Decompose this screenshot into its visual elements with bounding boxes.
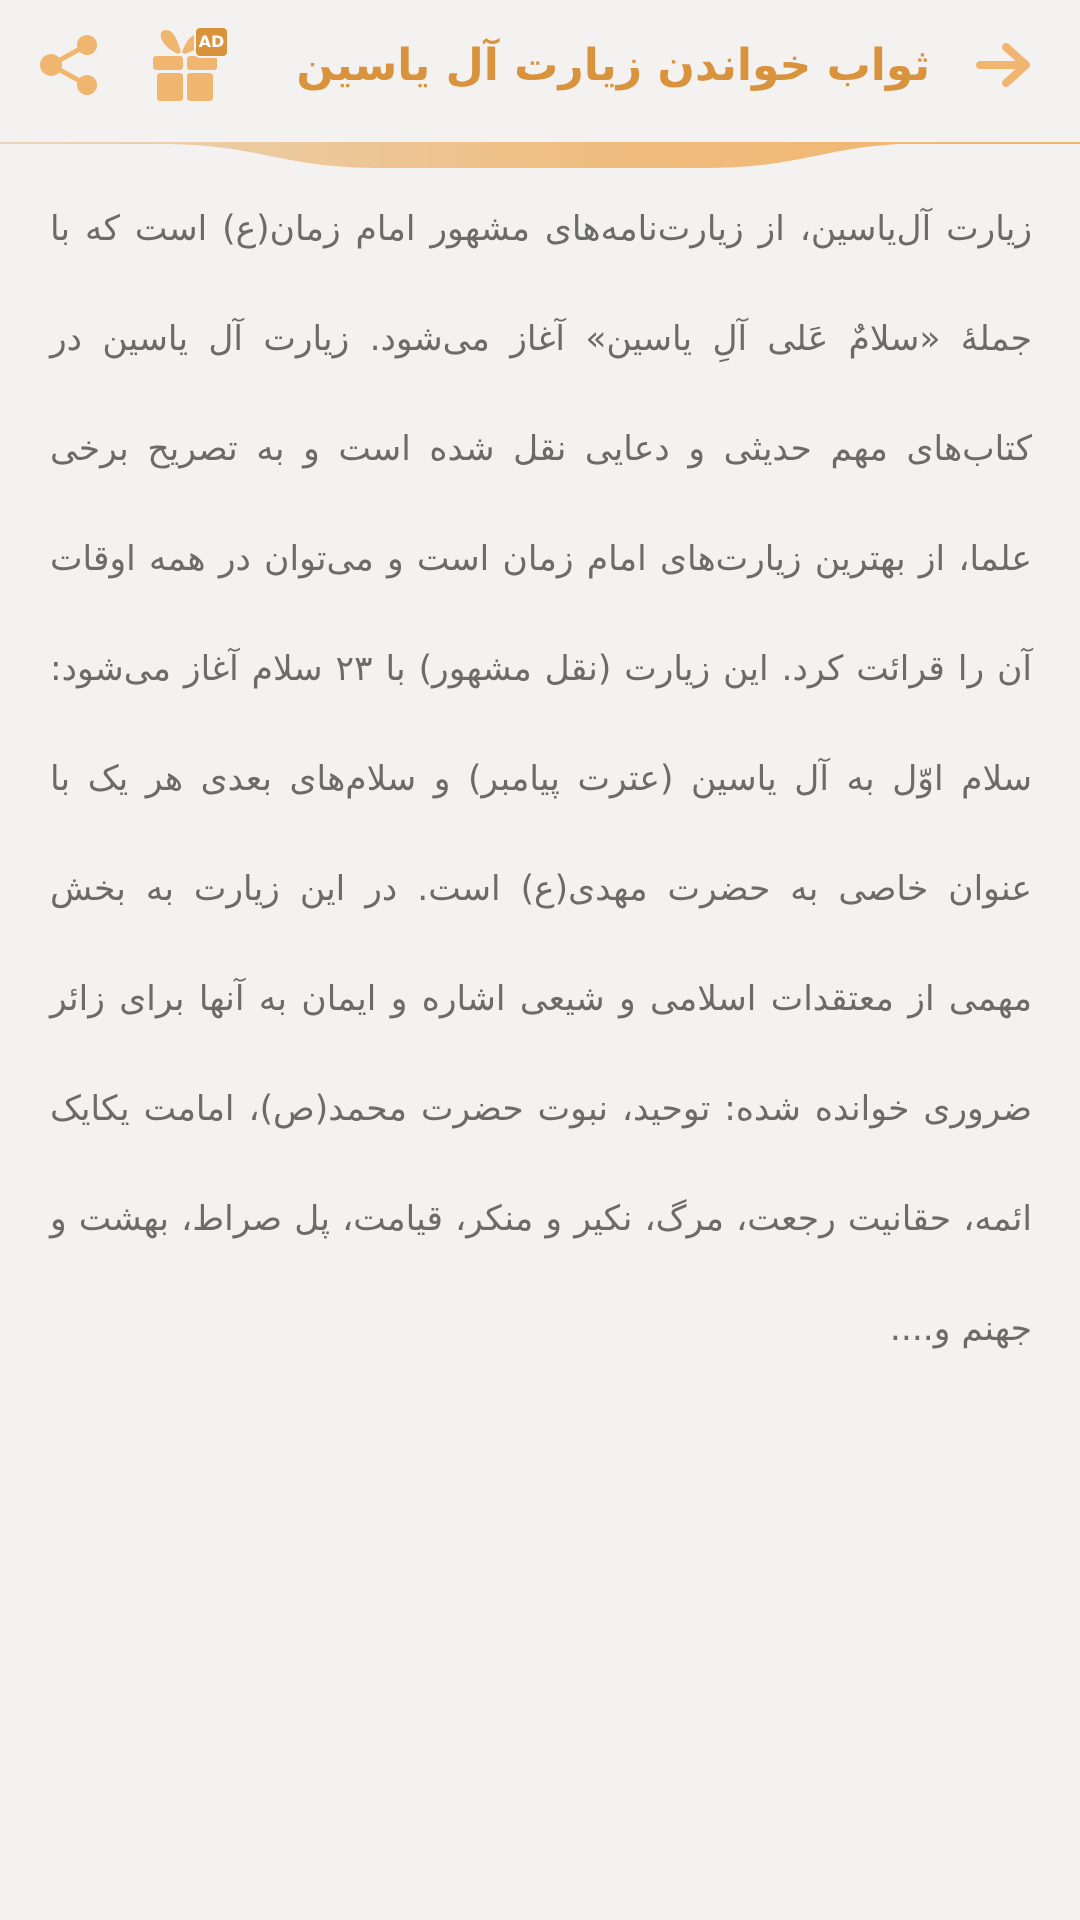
page-title: ثواب خواندن زیارت آل یاسین xyxy=(296,40,930,91)
header-divider xyxy=(0,138,1080,174)
gift-ad-button[interactable] xyxy=(142,22,228,108)
article-body: زیارت آل‌یاسین، از زیارت‌نامه‌های مشهور امام زمان(ع) است که با جملهٔ «سلامٌ عَلی آلِ یاسین» آغاز می‌شود. زیارت آل یاسین در کتاب‌های مهم حدیثی و دعایی نقل شده است و به تصریح برخی علما، از بهترین زیارت‌های امام زمان است و می‌توان در همه اوقات آن را قرائت کرد. این زیارت (نقل مشهور) با ۲۳ سلام آغاز می‌شود: سلام اوّل به آل یاسین (عترت پیامبر) و سلام‌های بعدی هر یک با عنوان خاصی به حضرت مهدی(ع) است. در این زیارت به بخش مهمی از معتقدات اسلامی و شیعی اشاره و ایمان به آنها برای زائر ضروری خوانده شده: توحید، نبوت حضرت محمد(ص)، امامت یکایک ائمه، حقانیت رجعت، مرگ، نکیر و منکر، قیامت، پل صراط، بهشت و جهنم و.... xyxy=(50,209,1032,1349)
back-button[interactable] xyxy=(970,30,1040,100)
share-icon xyxy=(34,28,106,100)
app-bar xyxy=(0,0,1080,142)
share-button[interactable] xyxy=(34,28,106,100)
ad-badge: AD xyxy=(194,26,229,58)
arrow-right-icon xyxy=(976,41,1034,89)
